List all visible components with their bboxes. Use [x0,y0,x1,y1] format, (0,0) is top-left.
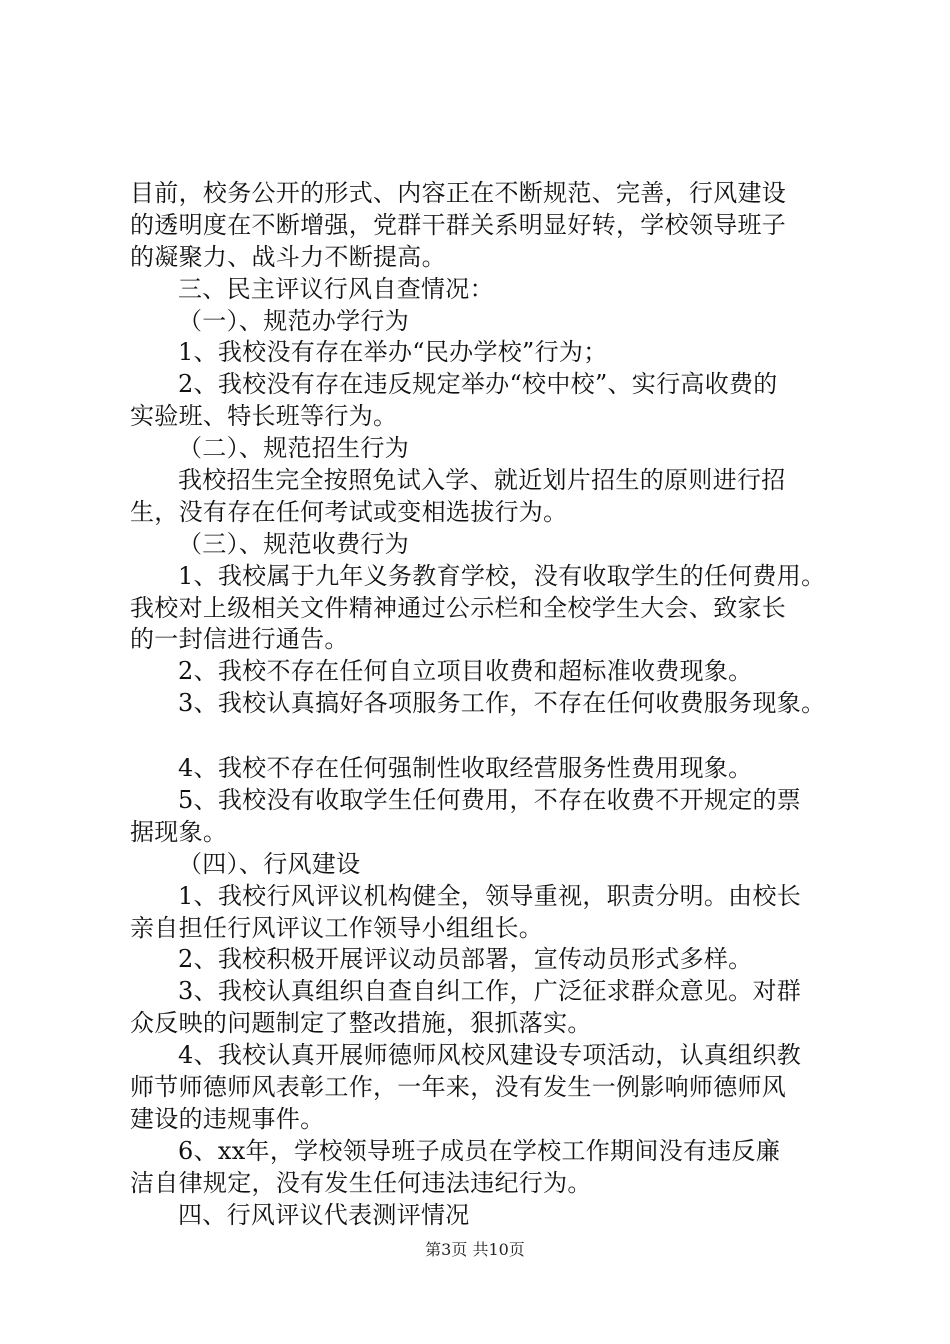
text-line: 1、我校没有存在举办“民办学校”行为； [178,338,608,367]
text-line: 生，没有存在任何考试或变相选拔行为。 [130,497,568,526]
text-line: 洁自律规定，没有发生任何违法违纪行为。 [130,1168,592,1197]
text-line: 2、我校不存在任何自立项目收费和超标准收费现象。 [178,657,753,686]
text-line: 亲自担任行风评议工作领导小组组长。 [130,913,544,942]
text-line: 1、我校属于九年义务教育学校，没有收取学生的任何费用。 [178,561,826,590]
text-line: 3、我校认真搞好各项服务工作，不存在任何收费服务现象。 [178,689,826,718]
text-line: 众反映的问题制定了整改措施，狠抓落实。 [130,1009,592,1038]
text-line: 我校对上级相关文件精神通过公示栏和全校学生大会、致家长 [130,593,787,622]
text-line: 据现象。 [130,817,228,846]
section-heading: 四、行风评议代表测评情况 [178,1200,470,1229]
text-line: 2、我校积极开展评议动员部署，宣传动员形式多样。 [178,945,753,974]
text-line: 师节师德师风表彰工作，一年来，没有发生一例影响师德师风 [130,1073,787,1102]
section-heading: 三、民主评议行风自查情况： [178,274,494,303]
text-line: 6、xx年，学校领导班子成员在学校工作期间没有违反廉 [178,1136,781,1165]
text-line: 3、我校认真组织自查自纠工作，广泛征求群众意见。对群 [178,977,802,1006]
text-line: 4、我校不存在任何强制性收取经营服务性费用现象。 [178,754,753,783]
subsection-heading: （一）、规范办学行为 [178,306,409,335]
text-line: 建设的违规事件。 [130,1104,325,1133]
document-body [130,178,840,1232]
subsection-heading: （三）、规范收费行为 [178,529,409,558]
text-line: 实验班、特长班等行为。 [130,402,398,431]
text-line: 5、我校没有收取学生任何费用，不存在收费不开规定的票 [178,786,802,815]
text-line: 目前，校务公开的形式、内容正在不断规范、完善，行风建设 [130,179,787,207]
text-line: 的透明度在不断增强，党群干群关系明显好转，学校领导班子 [130,210,787,239]
page-footer: 第3页 共10页 [425,1240,525,1259]
blank-line [130,720,840,753]
text-line: 我校招生完全按照免试入学、就近划片招生的原则进行招 [178,466,786,495]
text-line: 4、我校认真开展师德师风校风建设专项活动，认真组织教 [178,1041,802,1070]
subsection-heading: （二）、规范招生行为 [178,434,409,463]
subsection-heading: （四）、行风建设 [178,849,361,878]
text-line: 1、我校行风评议机构健全，领导重视，职责分明。由校长 [178,881,802,910]
text-line: 2、我校没有存在违反规定举办“校中校”、实行高收费的 [178,370,778,399]
text-line: 的一封信进行通告。 [130,625,349,654]
text-line: 的凝聚力、战斗力不断提高。 [130,242,446,271]
